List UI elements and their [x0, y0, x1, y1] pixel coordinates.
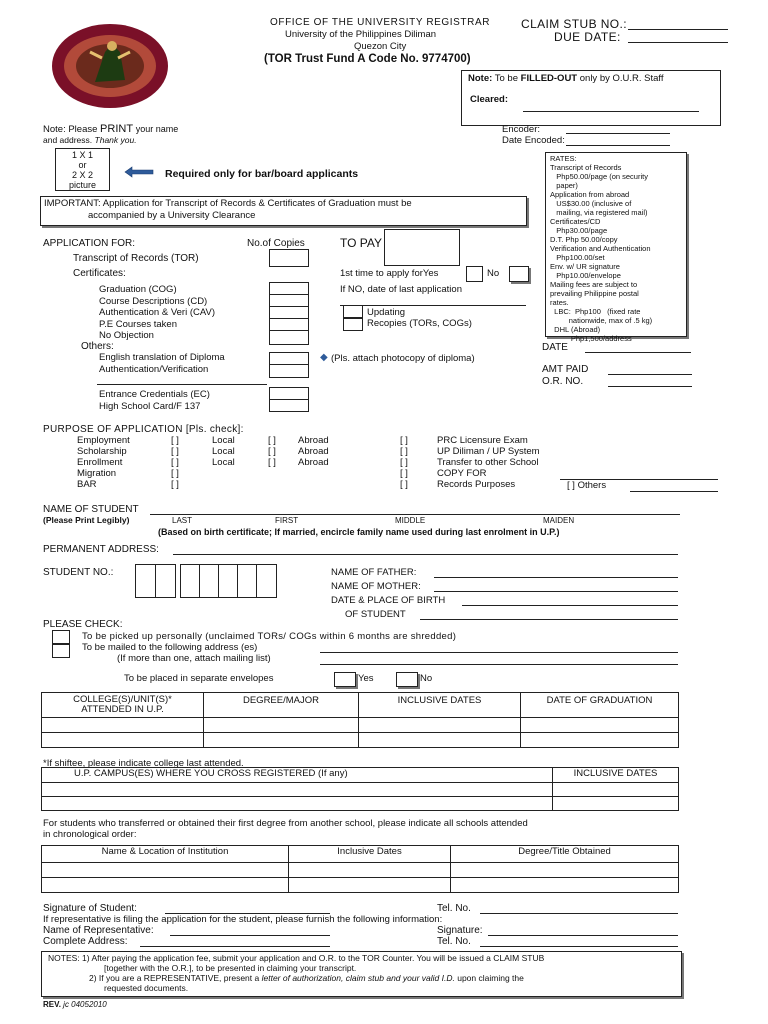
notes-text [48, 953, 544, 993]
please-check-label: PLEASE CHECK: [43, 619, 123, 630]
separate-no-checkbox[interactable] [396, 672, 418, 687]
cert-item-cog: Graduation (COG) [99, 284, 177, 295]
to-pay-label: TO PAY [340, 236, 383, 250]
name-first-caption: FIRST [275, 516, 299, 525]
office-title: OFFICE OF THE UNIVERSITY REGISTRAR [270, 17, 491, 28]
separate-yes-checkbox[interactable] [334, 672, 356, 687]
entrance-credentials-label: Entrance Credentials (EC) [99, 389, 210, 400]
birth-line[interactable] [462, 605, 678, 606]
print-note-line2 [43, 135, 137, 145]
photo-line1: 1 X 1 [71, 150, 93, 160]
student-name-line[interactable] [150, 514, 680, 515]
revision-value: jc 04052010 [60, 1000, 107, 1009]
representative-note: If representative is filing the application for the student, please furnish the following information: [43, 914, 443, 925]
degree-obtained-header: Degree/Title Obtained [451, 846, 679, 863]
others-specify-line[interactable] [630, 491, 718, 492]
table-row[interactable] [42, 718, 679, 733]
rep-name-line[interactable] [170, 935, 330, 936]
recopies-checkbox[interactable] [343, 318, 363, 331]
others-copies-box[interactable] [269, 352, 309, 378]
rate-line: LBC: Php100 (fixed rate [550, 307, 641, 316]
shiftee-note: *If shiftee, please indicate college last attended. [43, 758, 244, 769]
notes-line3-italic: letter of authorization, claim stub and your valid I.D. [261, 973, 455, 983]
purpose-checkbox[interactable]: [ ] [171, 479, 179, 490]
notes-line2: [together with the O.R.], to be presented in claiming your transcript. [104, 963, 357, 973]
print-note-line1 [43, 123, 178, 135]
separate-envelopes-label: To be placed in separate envelopes [124, 673, 274, 684]
purpose-local-checkbox[interactable]: [ ] [268, 457, 276, 468]
date-encoded-line[interactable] [566, 145, 670, 146]
revision-label: REV. [43, 1000, 61, 1009]
first-time-no: No [487, 268, 500, 279]
print-note-pre: Note: Please [43, 124, 98, 135]
rate-line: D.T. Php 50.00/copy [550, 235, 618, 244]
purpose-right-label: UP Diliman / UP System [437, 446, 540, 457]
attach-list-note: (If more than one, attach mailing list) [117, 653, 271, 664]
or-no-label: O.R. NO. [542, 376, 584, 387]
rep-signature-line[interactable] [488, 935, 678, 936]
purpose-local-checkbox[interactable]: [ ] [268, 435, 276, 446]
purpose-others-label: Others [577, 480, 607, 491]
pickup-label: To be picked up personally (unclaimed TORs/ COGs within 6 months are shredded) [82, 631, 457, 642]
notes-line3-post: upon claiming the [457, 973, 524, 983]
college-header: COLLEGE(S)/UNIT(S)* ATTENDED IN U.P. [42, 693, 204, 718]
student-no-serial-box[interactable] [180, 564, 277, 598]
if-no-label: If NO, date of last application [340, 284, 462, 295]
important-line2: accompanied by a University Clearance [88, 210, 256, 221]
photo-line4: picture [68, 180, 96, 190]
notes-line3-pre: 2) If you are a REPRESENTATIVE, present a [89, 973, 260, 983]
transfer-table [41, 845, 679, 893]
purpose-local-checkbox[interactable]: [ ] [268, 446, 276, 457]
others-label: Others: [81, 341, 114, 352]
university-seal-logo [50, 22, 170, 110]
purpose-right-checkbox[interactable]: [ ] [400, 446, 408, 457]
rate-line: Php10.00/envelope [550, 271, 621, 280]
encoder-label: Encoder: [502, 124, 541, 135]
first-time-yes: Yes [422, 268, 439, 279]
attach-diploma-note: (Pls. attach photocopy of diploma) [331, 353, 475, 364]
purpose-item: Scholarship [77, 446, 127, 457]
rate-line: rates. [550, 298, 569, 307]
rate-line: Php30.00/page [550, 226, 608, 235]
staff-note-pre: To be [494, 73, 518, 84]
copy-for-line[interactable] [560, 479, 718, 480]
separate-no-label: No [420, 673, 433, 684]
cleared-label: Cleared: [470, 94, 509, 105]
purpose-right-checkbox[interactable]: [ ] [400, 468, 408, 479]
college-table [41, 692, 679, 748]
student-signature-label: Signature of Student: [43, 903, 137, 914]
birth-line-2[interactable] [420, 619, 678, 620]
tel-label: Tel. No. [437, 903, 471, 914]
print-note-post: your name [135, 124, 179, 134]
birth-cert-note: (Based on birth certificate; If married, encircle family name used during last enrolment in U.P.) [158, 527, 560, 537]
university-name: University of the Philippines Diliman [285, 29, 437, 40]
transfer-line2: in chronological order: [43, 829, 137, 840]
rate-line: Application from abroad [550, 190, 630, 199]
purpose-others-bracket[interactable]: [ ] [567, 480, 575, 491]
other-item-translation: English translation of Diploma [99, 352, 225, 363]
first-time-text: 1st time to apply for [340, 268, 423, 279]
date-label: DATE [542, 342, 568, 353]
due-date-label: DUE DATE: [554, 30, 621, 44]
first-time-label [340, 268, 438, 279]
purpose-right-label: Transfer to other School [437, 457, 539, 468]
ec-row-divider [269, 399, 309, 400]
cleared-line[interactable] [523, 111, 699, 112]
rate-line: Verification and Authentication [550, 244, 651, 253]
student-no-divider [218, 564, 219, 598]
print-note-print: PRINT [100, 123, 134, 135]
purpose-local-label: Local [212, 435, 235, 446]
date-encoded-label: Date Encoded: [502, 135, 565, 146]
purpose-right-checkbox[interactable]: [ ] [400, 457, 408, 468]
first-time-yes-checkbox[interactable] [466, 266, 483, 282]
student-name-label: NAME OF STUDENT [43, 504, 139, 515]
transfer-line1: For students who transferred or obtained their first degree from another school, please indicate all schools attended [43, 818, 528, 829]
cert-row-divider [269, 306, 309, 307]
purpose-abroad-label: Abroad [298, 457, 329, 468]
photo-line2: or [78, 160, 87, 170]
rates-list [550, 154, 652, 343]
purpose-checkbox[interactable]: [ ] [171, 435, 179, 446]
print-legibly-note: (Please Print Legibly) [43, 515, 130, 525]
mother-line[interactable] [434, 591, 678, 592]
amt-paid-label: AMT PAID [542, 364, 589, 375]
application-for-label: APPLICATION FOR: [43, 238, 136, 249]
arrow-left-icon [124, 166, 154, 178]
cert-row-divider [269, 294, 309, 295]
staff-note-label: Note: [468, 73, 493, 84]
tor-label: Transcript of Records (TOR) [73, 253, 199, 264]
to-pay-box[interactable] [384, 229, 460, 266]
staff-note-post: only by O.U.R. Staff [579, 73, 664, 84]
other-item-authentication: Authentication/Verification [99, 364, 209, 375]
transfer-dates-header: Inclusive Dates [289, 846, 451, 863]
staff-note [468, 73, 664, 84]
rate-line: US$30.00 (inclusive of [550, 199, 632, 208]
last-application-line[interactable] [340, 305, 526, 306]
rep-tel-label: Tel. No. [437, 936, 471, 947]
father-line[interactable] [434, 577, 678, 578]
rate-line: DHL (Abroad) [550, 325, 601, 334]
print-note-thanks: Thank you. [94, 135, 137, 145]
permanent-address-label: PERMANENT ADDRESS: [43, 544, 159, 555]
important-text [44, 198, 412, 222]
rate-line: nationwide, max of .5 kg) [550, 316, 653, 325]
copies-label: No.of Copies [247, 238, 305, 249]
photo-required-note: Required only for bar/board applicants [165, 168, 359, 180]
purpose-item: Enrollment [77, 457, 123, 468]
separate-yes-label: Yes [358, 673, 374, 684]
notes-line3 [48, 973, 544, 983]
amt-paid-line[interactable] [608, 374, 692, 375]
important-line1: IMPORTANT: Application for Transcript of Records & Certificates of Graduation must be [44, 198, 412, 209]
updating-checkbox[interactable] [343, 305, 363, 318]
rate-line: paper) [550, 181, 578, 190]
purpose-item: Employment [77, 435, 130, 446]
rep-name-label: Name of Representative: [43, 925, 154, 936]
or-no-line[interactable] [608, 386, 692, 387]
rate-line: mailing, via registered mail) [550, 208, 648, 217]
arrow-right-icon: ◆ [320, 352, 328, 363]
rate-line: Certificates/CD [550, 217, 601, 226]
graduation-header: DATE OF GRADUATION [521, 693, 679, 718]
notes-line1: NOTES: 1) After paying the application fee, submit your application and O.R. to the TOR Counter. You will be issued a CLAIM STUB [48, 953, 545, 963]
photo-box-text [55, 150, 110, 190]
pickup-checkbox[interactable] [52, 630, 70, 644]
purpose-checkbox[interactable]: [ ] [171, 457, 179, 468]
cert-item-pe: P.E Courses taken [99, 318, 177, 330]
purpose-item: BAR [77, 479, 97, 490]
purpose-local-label: Local [212, 446, 235, 457]
purpose-right-checkbox[interactable]: [ ] [400, 435, 408, 446]
table-row[interactable] [42, 783, 679, 797]
purpose-abroad-label: Abroad [298, 446, 329, 457]
due-date-line[interactable] [628, 42, 728, 43]
complete-address-label: Complete Address: [43, 936, 128, 947]
purpose-right-checkbox[interactable]: [ ] [400, 479, 408, 490]
certificate-items [99, 284, 215, 342]
purpose-checkbox[interactable]: [ ] [171, 468, 179, 479]
of-student-label: OF STUDENT [345, 609, 406, 620]
claim-stub-label: CLAIM STUB NO.: [521, 17, 628, 31]
rate-line: Php1,500/address [550, 334, 632, 343]
rate-line: Env. w/ UR signature [550, 262, 620, 271]
encoder-line[interactable] [566, 133, 670, 134]
name-last-caption: LAST [172, 516, 193, 525]
purpose-item: Migration [77, 468, 117, 479]
print-note-address: and address. [43, 135, 93, 145]
father-label: NAME OF FATHER: [331, 567, 417, 578]
others-row-divider [269, 364, 309, 365]
table-row[interactable] [42, 878, 679, 893]
inclusive-dates-header: INCLUSIVE DATES [359, 693, 521, 718]
cert-item-no-objection: No Objection [99, 330, 154, 341]
mail-checkbox[interactable] [52, 644, 70, 658]
cert-copies-box[interactable] [269, 282, 309, 345]
recopies-label: Recopies (TORs, COGs) [367, 318, 472, 329]
rate-line: Mailing fees are subject to [550, 280, 638, 289]
purpose-others [567, 480, 606, 491]
student-no-label: STUDENT NO.: [43, 567, 114, 578]
name-middle-caption: MIDDLE [395, 516, 426, 525]
tel-line[interactable] [480, 913, 678, 914]
cert-row-divider [269, 330, 309, 331]
student-no-divider [256, 564, 257, 598]
photo-line3: 2 X 2 [71, 170, 93, 180]
other-items [99, 352, 225, 376]
purpose-label: PURPOSE OF APPLICATION [Pls. check]: [43, 424, 244, 435]
revision-code [43, 1000, 107, 1009]
mail-address-line-2[interactable] [320, 664, 678, 665]
rate-line: prevailing Philippine postal [550, 289, 639, 298]
mail-address-line-1[interactable] [320, 652, 678, 653]
hs-card-label: High School Card/F 137 [99, 401, 201, 412]
purpose-local-label: Local [212, 457, 235, 468]
rate-line: Php50.00/page (on security [550, 172, 648, 181]
trust-fund-code: (TOR Trust Fund A Code No. 9774700) [264, 53, 471, 65]
cert-item-cav: Authentication & Veri (CAV) [99, 307, 215, 318]
degree-header: DEGREE/MAJOR [204, 693, 359, 718]
transfer-note [43, 818, 528, 840]
purpose-checkbox[interactable]: [ ] [171, 446, 179, 457]
purpose-right-label: Records Purposes [437, 479, 516, 490]
student-no-divider [199, 564, 200, 598]
birth-label: DATE & PLACE OF BIRTH [331, 595, 446, 606]
rep-signature-label: Signature: [437, 925, 483, 936]
tor-copies-box[interactable] [269, 249, 309, 267]
address-line[interactable] [140, 946, 330, 947]
city-name: Quezon City [354, 41, 407, 52]
others-underline [97, 384, 267, 385]
purpose-right-label: COPY FOR [437, 468, 487, 479]
first-time-no-checkbox[interactable] [509, 266, 529, 282]
rate-line: Transcript of Records [550, 163, 622, 172]
claim-stub-line[interactable] [628, 29, 728, 30]
notes-line4: requested documents. [104, 983, 189, 993]
table-row[interactable] [42, 797, 679, 811]
permanent-address-line[interactable] [173, 554, 678, 555]
cert-item-cd: Course Descriptions (CD) [99, 295, 208, 307]
purpose-right-label: PRC Licensure Exam [437, 435, 528, 446]
student-no-divider [155, 564, 156, 598]
table-row[interactable] [42, 863, 679, 878]
campus-dates-header: INCLUSIVE DATES [553, 768, 679, 783]
table-row[interactable] [42, 733, 679, 748]
certificates-label: Certificates: [73, 268, 126, 279]
rep-tel-line[interactable] [480, 946, 678, 947]
cert-row-divider [269, 318, 309, 319]
updating-label: Updating [367, 307, 406, 318]
mail-label: To be mailed to the following address (es) [82, 642, 258, 653]
staff-note-bold: FILLED-OUT [520, 73, 578, 84]
rate-line: RATES: [550, 154, 577, 163]
name-maiden-caption: MAIDEN [543, 516, 575, 525]
mother-label: NAME OF MOTHER: [331, 581, 421, 592]
campus-table [41, 767, 679, 811]
rate-line: Php100.00/set [550, 253, 605, 262]
institution-header: Name & Location of Institution [42, 846, 289, 863]
student-no-divider [237, 564, 238, 598]
purpose-abroad-label: Abroad [298, 435, 329, 446]
date-line[interactable] [585, 352, 691, 353]
campus-header: U.P. CAMPUS(ES) WHERE YOU CROSS REGISTERED (If any) [42, 768, 553, 783]
